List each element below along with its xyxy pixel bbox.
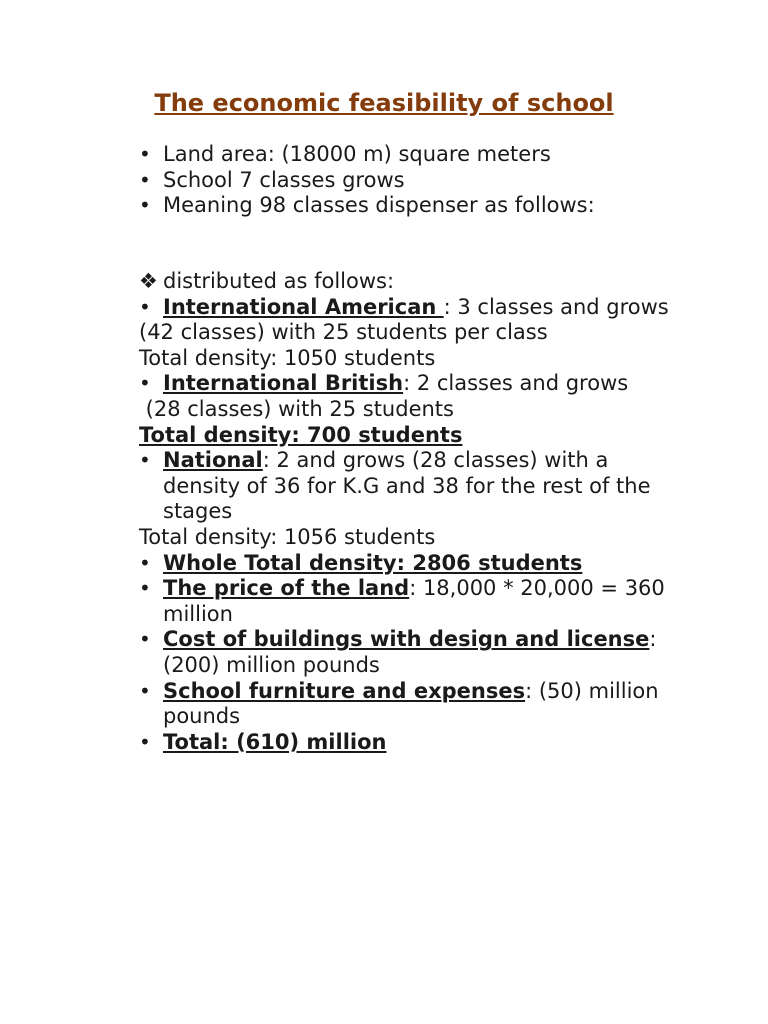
buildings-label: Cost of buildings with design and license bbox=[163, 627, 650, 652]
whole-total-text: Whole Total density: 2806 students bbox=[163, 550, 583, 575]
list-item-land-price bbox=[139, 576, 679, 627]
page-title: The economic feasibility of school bbox=[154, 89, 614, 117]
british-total-text: Total density: 700 students bbox=[139, 422, 463, 447]
bullet-icon: • bbox=[139, 448, 151, 473]
intro-list bbox=[139, 142, 679, 219]
list-item-whole-total bbox=[139, 551, 679, 577]
distributed-text: distributed as follows: bbox=[163, 269, 395, 293]
land-area-text: Land area: (18000 m) square meters bbox=[163, 142, 551, 166]
distribution-list bbox=[139, 269, 679, 755]
diamond-bullet-icon: ❖ bbox=[139, 269, 158, 293]
bullet-icon: • bbox=[139, 627, 151, 652]
list-item bbox=[139, 142, 679, 168]
american-classes-text: (42 classes) with 25 students per class bbox=[139, 320, 548, 345]
list-item-american bbox=[139, 295, 679, 321]
list-item bbox=[139, 168, 679, 194]
bullet-icon: • bbox=[139, 142, 151, 166]
list-item-buildings bbox=[139, 627, 679, 678]
furniture-value: : (50) million pounds bbox=[163, 678, 659, 729]
distributed-heading bbox=[139, 269, 679, 295]
american-detail: : 3 classes and grows bbox=[443, 294, 669, 319]
national-total-text: Total density: 1056 students bbox=[139, 524, 436, 549]
buildings-value: : (200) million pounds bbox=[163, 627, 657, 677]
british-classes-text: (28 classes) with 25 students bbox=[139, 396, 454, 421]
bullet-icon: • bbox=[139, 550, 151, 575]
list-item-british bbox=[139, 371, 679, 397]
american-label: International American bbox=[163, 294, 444, 319]
bullet-icon: • bbox=[139, 729, 151, 754]
british-detail: : 2 classes and grows bbox=[403, 371, 629, 396]
national-label: National bbox=[163, 448, 263, 473]
bullet-icon: • bbox=[139, 167, 151, 192]
bullet-icon: • bbox=[139, 371, 151, 396]
british-label: International British bbox=[163, 371, 404, 396]
bullet-icon: • bbox=[139, 576, 151, 601]
furniture-label: School furniture and expenses bbox=[163, 678, 526, 703]
american-total-text: Total density: 1050 students bbox=[139, 345, 436, 370]
bullet-icon: • bbox=[139, 678, 151, 703]
list-item-national bbox=[139, 448, 679, 525]
land-price-label: The price of the land bbox=[163, 576, 410, 601]
school-classes-text: School 7 classes grows bbox=[163, 167, 405, 192]
list-item bbox=[139, 193, 679, 219]
bullet-icon: • bbox=[139, 193, 151, 218]
grand-total-text: Total: (610) million bbox=[163, 729, 387, 754]
bullet-icon: • bbox=[139, 294, 151, 319]
list-item-furniture bbox=[139, 679, 679, 730]
national-detail: : 2 and grows (28 classes) with a density of 36 for K.G and 38 for the rest of the stages bbox=[163, 448, 651, 524]
land-price-value: : 18,000 * 20,000 = 360 million bbox=[163, 576, 665, 626]
meaning-classes-text: Meaning 98 classes dispenser as follows: bbox=[163, 193, 595, 218]
list-item-grand-total bbox=[139, 730, 679, 756]
